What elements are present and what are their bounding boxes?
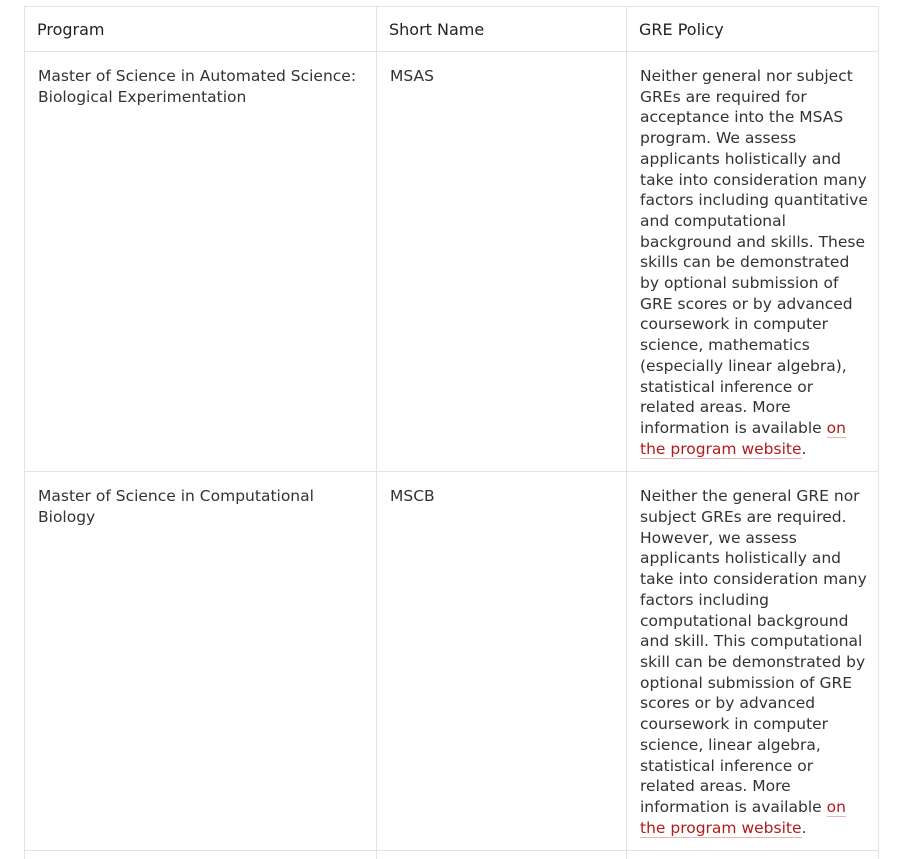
table-row bbox=[25, 472, 879, 851]
table-row bbox=[25, 52, 879, 472]
programs-table bbox=[24, 6, 879, 859]
header-program: Program bbox=[25, 7, 377, 52]
gre-policy-cell bbox=[627, 472, 879, 851]
table-row-partial bbox=[25, 851, 879, 859]
empty-cell bbox=[377, 851, 627, 859]
empty-cell bbox=[25, 851, 377, 859]
header-gre-policy: GRE Policy bbox=[627, 7, 879, 52]
policy-end: . bbox=[801, 439, 807, 458]
programs-table-container bbox=[24, 6, 878, 859]
short-name-cell: MSAS bbox=[377, 52, 627, 472]
policy-end: . bbox=[801, 818, 807, 837]
program-cell: Master of Science in Computational Biology bbox=[25, 472, 377, 851]
program-website-link[interactable]: on the program website bbox=[640, 418, 846, 458]
policy-text: Neither general nor subject GREs are required for acceptance into the MSAS program. We assess applicants holistically and take into consideration many factors including quantitative and computational background and skills. These skills can be demonstrated by optional submission of GRE scores or by advanced coursework in computer science, mathematics (especially linear algebra), statistical inference or related areas. More information is available bbox=[640, 67, 868, 437]
gre-policy-cell bbox=[627, 52, 879, 472]
program-cell: Master of Science in Automated Science: Biological Experimentation bbox=[25, 52, 377, 472]
table-header-row bbox=[25, 7, 879, 52]
policy-text: Neither the general GRE nor subject GREs are required. However, we assess applicants holistically and take into consideration many factors including computational background and skill. This computational skill can be demonstrated by optional submission of GRE scores or by advanced coursework in computer science, linear algebra, statistical inference or related areas. More information is available bbox=[640, 487, 867, 816]
short-name-cell: MSCB bbox=[377, 472, 627, 851]
empty-cell bbox=[627, 851, 879, 859]
program-website-link[interactable]: on the program website bbox=[640, 797, 846, 837]
header-short-name: Short Name bbox=[377, 7, 627, 52]
